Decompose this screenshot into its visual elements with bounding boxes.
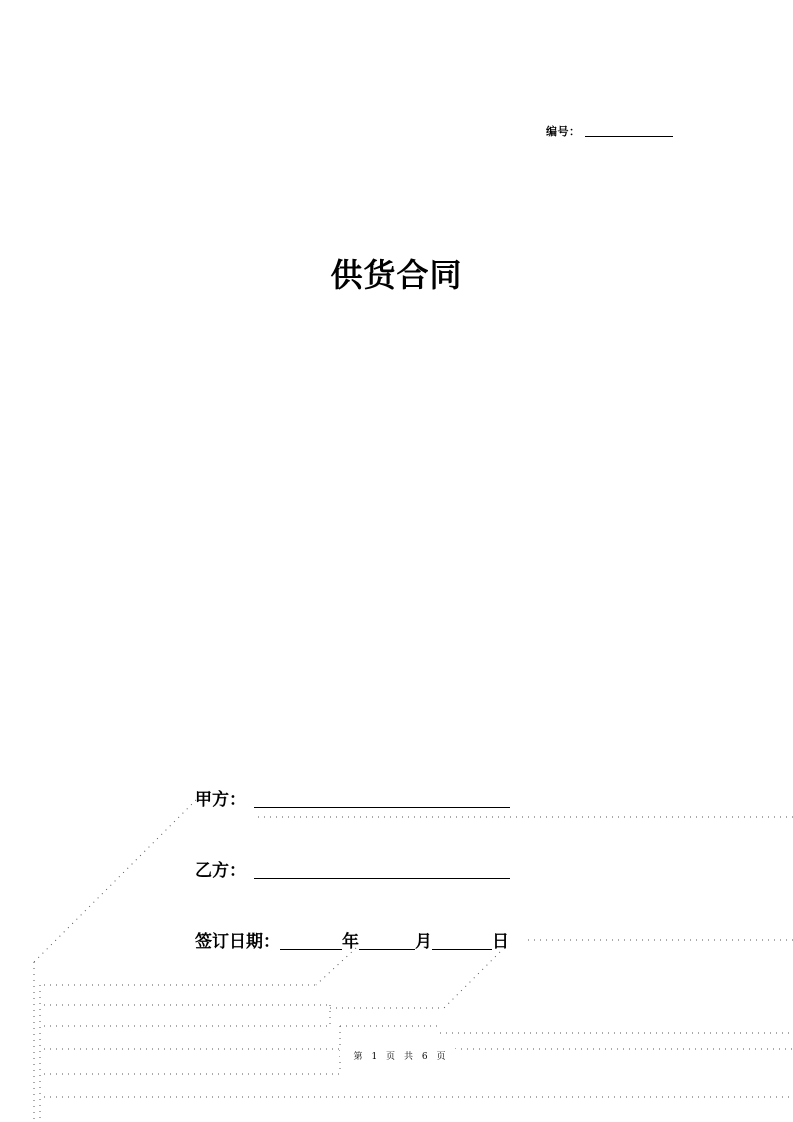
contract-number-label: 编号： [546, 125, 581, 138]
total-pages: 6 [421, 1052, 429, 1062]
total-prefix: 共 [403, 1052, 414, 1062]
page-number: 1 [371, 1052, 379, 1062]
year-label: 年 [342, 932, 359, 952]
signing-date-row [195, 930, 509, 952]
party-b-row [195, 859, 510, 881]
signing-date-label: 签订日期： [195, 932, 280, 952]
party-b-label: 乙方： [195, 861, 246, 881]
day-label: 日 [492, 932, 509, 952]
month-label: 月 [415, 932, 432, 952]
party-b-blank [254, 878, 510, 879]
day-blank [432, 949, 492, 950]
page-unit: 页 [386, 1052, 397, 1062]
party-a-label: 甲方： [195, 790, 246, 810]
document-title: 供货合同 [330, 256, 463, 294]
page-footer [340, 1049, 460, 1062]
party-a-row [195, 788, 510, 810]
party-a-blank [254, 807, 510, 808]
month-blank [359, 949, 415, 950]
contract-number-blank [585, 136, 673, 137]
page-prefix: 第 [353, 1052, 364, 1062]
year-blank [280, 949, 342, 950]
contract-number-row [546, 121, 673, 139]
total-unit: 页 [436, 1052, 447, 1062]
